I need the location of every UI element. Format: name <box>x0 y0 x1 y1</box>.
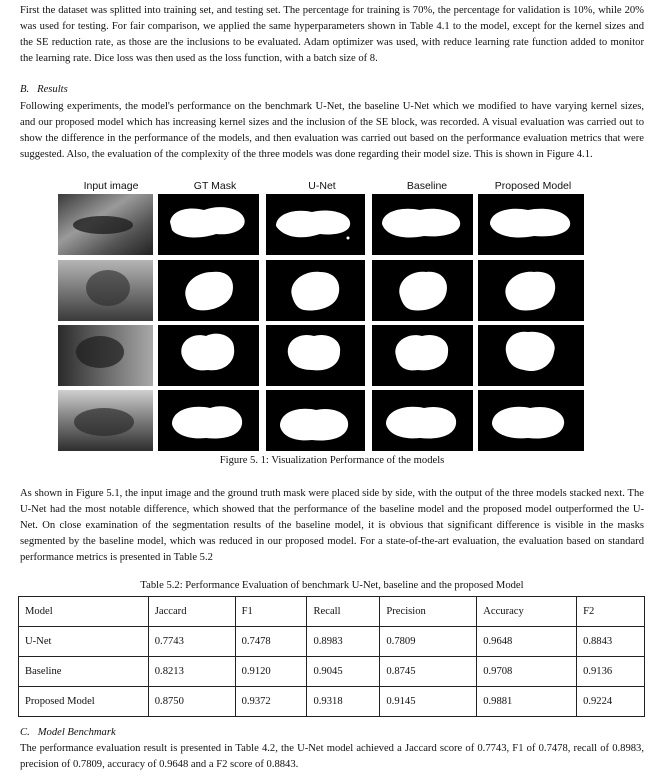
lesion-shadow-4 <box>74 408 134 436</box>
proposed-output-4-shape <box>492 407 564 439</box>
section-c-title: Model Benchmark <box>37 727 116 738</box>
unet-output-1-noise <box>347 237 350 240</box>
table-header-cell: Recall <box>307 597 380 627</box>
table-cell: Baseline <box>19 657 149 687</box>
table-header-row <box>19 597 645 627</box>
table-header-cell: Model <box>19 597 149 627</box>
figure-5-1 <box>58 180 586 452</box>
figure-caption: Figure 5. 1: Visualization Performance of the models <box>219 455 445 466</box>
table-cell: 0.9372 <box>235 687 307 717</box>
section-c-heading <box>20 727 116 738</box>
table-cell: 0.9881 <box>477 687 577 717</box>
figure-image-grid <box>58 180 586 452</box>
lesion-shadow-3 <box>76 336 124 368</box>
table-cell: 0.7478 <box>235 627 307 657</box>
table-cell: 0.9120 <box>235 657 307 687</box>
table-cell: 0.9136 <box>577 657 645 687</box>
table-cell: 0.7743 <box>148 627 235 657</box>
gt-mask-3-shape <box>181 334 234 371</box>
table-cell: 0.9318 <box>307 687 380 717</box>
table-header-cell: Jaccard <box>148 597 235 627</box>
table-cell: 0.8843 <box>577 627 645 657</box>
proposed-output-1-shape <box>490 209 570 238</box>
figure-row-2 <box>58 260 584 321</box>
benchmark-paragraph: The performance evaluation result is presented in Table 4.2, the U-Net model achieved a Jaccard score of 0.7743, F1 of 0.7478, recall of 0.8983, precision of 0.7809, accuracy of 0.9648 and a F2 score of 0.8843. <box>20 743 644 770</box>
table-cell: 0.8745 <box>380 657 477 687</box>
column-header-proposed-model: Proposed Model <box>494 180 572 192</box>
table-cell: 0.9045 <box>307 657 380 687</box>
figure-row-3 <box>58 325 584 386</box>
table-cell: 0.9648 <box>477 627 577 657</box>
section-b-number: B. <box>20 84 30 95</box>
unet-output-4-shape <box>280 409 348 441</box>
figure-row-4 <box>58 390 584 451</box>
lesion-shadow-2 <box>86 270 130 306</box>
table-cell: Proposed Model <box>19 687 149 717</box>
section-b-title: Results <box>37 84 68 95</box>
table-header-cell: Precision <box>380 597 477 627</box>
table-cell: 0.7809 <box>380 627 477 657</box>
intro-paragraph: First the dataset was splitted into training set, and testing set. The percentage for training is 70%, the percentage for validation is 10%, while 20% was used for testing. For fair comparison, we applied the same hyperparameters shown in Table 4.1 to the model, except for the kernel sizes and the SE reduction rate, as those are the inclusions to be evaluated. Adam optimizer was used, with reduce learning rate function added to monitor the learning rate. Dice loss was then used as the loss function, with a batch size of 8. <box>20 5 644 64</box>
baseline-output-1-shape <box>382 209 460 238</box>
table-row <box>19 627 645 657</box>
table-header-cell: F1 <box>235 597 307 627</box>
table-cell: 0.8983 <box>307 627 380 657</box>
figure-row-1 <box>58 194 584 255</box>
discussion-paragraph: As shown in Figure 5.1, the input image and the ground truth mask were placed side by side, with the output of the three models stacked next. The U-Net had the most notable difference, which showed that the performance of the baseline model and the proposed model outperformed the U-Net. On close examination of the segmentation results of the baseline model, it is obvious that significant difference is visible in the masks segmented by the baseline model, which was reduced in our proposed model. For a state-of-the-art evaluation, the evaluation based on standard performance metrics is presented in Table 5.2 <box>20 488 644 563</box>
table-caption: Table 5.2: Performance Evaluation of benchmark U-Net, baseline and the proposed Model <box>140 580 524 591</box>
table-cell: 0.8750 <box>148 687 235 717</box>
column-header-gt-mask: GT Mask <box>193 180 237 192</box>
column-header-baseline: Baseline <box>406 180 448 192</box>
baseline-output-4-shape <box>386 407 456 439</box>
baseline-output-3-shape <box>395 335 448 370</box>
results-table <box>18 596 645 717</box>
results-paragraph: Following experiments, the model's performance on the benchmark U-Net, the baseline U-Net which we modified to have varying kernel sizes, and our proposed model which has increasing kernel sizes and the inclusion of the SE block, was recorded. A visual evaluation was carried out to show the difference in the performance of the models, and then evaluation was carried out based on the performance evaluation metrics that were suggested. Also, the evaluation of the complexity of the three models was done regarding their model size. This is shown in Figure 4.1. <box>20 101 644 160</box>
unet-output-1-shape <box>276 210 350 237</box>
section-c-number: C. <box>20 727 30 738</box>
table-row <box>19 657 645 687</box>
table-cell: 0.8213 <box>148 657 235 687</box>
table-row <box>19 687 645 717</box>
table-cell: 0.9145 <box>380 687 477 717</box>
lesion-shadow-1 <box>73 216 133 234</box>
column-header-input-image: Input image <box>83 180 139 192</box>
table-header-cell: F2 <box>577 597 645 627</box>
column-header-unet: U-Net <box>308 180 336 192</box>
table-cell: 0.9708 <box>477 657 577 687</box>
table-header-cell: Accuracy <box>477 597 577 627</box>
section-b-heading <box>20 84 68 95</box>
table-cell: 0.9224 <box>577 687 645 717</box>
gt-mask-4-shape <box>172 406 242 438</box>
table-cell: U-Net <box>19 627 149 657</box>
unet-output-3-shape <box>288 335 340 370</box>
